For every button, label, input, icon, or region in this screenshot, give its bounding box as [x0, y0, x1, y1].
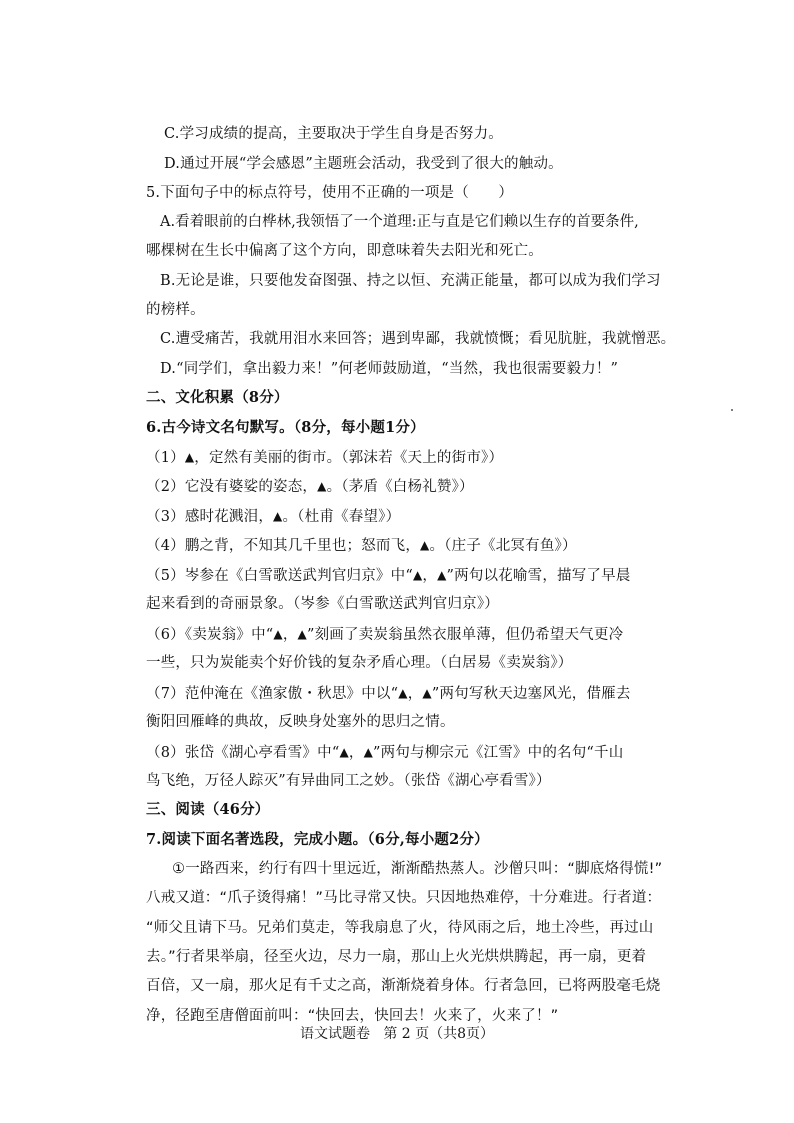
exam-title: 语文试题卷 [299, 1026, 370, 1042]
q6-item-3 [146, 506, 400, 527]
item-prefix: （4）鹏之背，不知其几千里也；怒而飞， [146, 538, 421, 554]
item-prefix: （5）岑参在《白雪歌送武判官归京》中“ [146, 568, 413, 584]
q4-option-d: D.通过开展“学会感恩”主题班会活动，我受到了很大的触动。 [164, 156, 563, 172]
blank-marker: ▲ [297, 627, 307, 641]
q6-item-6 [146, 624, 623, 645]
item-suffix: ”两句写秋天边塞风光，借雁去 [431, 686, 631, 702]
item-suffix: 。（茅盾《白杨礼赞》） [326, 479, 474, 495]
q5-option-d: D.“同学们，拿出毅力来！”何老师鼓励道，“当然，我也很需要毅力！” [160, 361, 619, 377]
item-mid: ， [282, 627, 298, 643]
section2-heading: 二、文化积累（8分） [146, 389, 289, 406]
item-suffix: ，定然有美丽的街市。（郭沫若《天上的街市》） [194, 450, 504, 466]
passage-line: 净，径跑至唐僧面前叫：“快回去，快回去！火来了，火来了！” [146, 1008, 559, 1024]
q6-item-1 [146, 447, 503, 468]
item-mid: ， [407, 686, 423, 702]
q6-item-7 [146, 683, 631, 704]
blank-marker: ▲ [398, 686, 408, 700]
q4-option-c: C.学习成绩的提高，主要取决于学生自身是否努力。 [164, 126, 503, 142]
q6-item-8 [146, 742, 623, 763]
blank-marker: ▲ [317, 479, 327, 493]
blank-marker: ▲ [437, 568, 447, 582]
q5-option-b-line1: B.无论是谁，只要他发奋图强、持之以恒、充满正能量，都可以成为我们学习 [160, 273, 661, 289]
blank-marker: ▲ [273, 627, 283, 641]
q5-stem: 5.下面句子中的标点符号，使用不正确的一项是（ ） [146, 185, 514, 201]
passage-line: 八戒又道：“爪子烫得痛！”马比寻常又快。只因地热难停，十分难进。行者道： [146, 890, 662, 906]
q6-item-7-line2: 衡阳回雁峰的典故，反映身处塞外的思归之情。 [146, 714, 455, 730]
item-prefix: （8）张岱《湖心亭看雪》中“ [146, 745, 340, 761]
scan-speck [731, 409, 733, 411]
item-suffix: ”两句与柳宗元《江雪》中的名句“千山 [373, 745, 624, 761]
q6-item-2 [146, 476, 474, 497]
page-number: 第 2 页（共8页） [383, 1026, 495, 1042]
q6-item-5 [146, 565, 631, 586]
blank-marker: ▲ [422, 686, 432, 700]
item-prefix: （2）它没有婆娑的姿态， [146, 479, 318, 495]
section3-heading: 三、阅读（46分） [146, 801, 270, 818]
blank-marker: ▲ [412, 568, 423, 582]
blank-marker: ▲ [363, 745, 374, 759]
blank-marker: ▲ [339, 745, 349, 759]
passage-line: “师父且请下马。兄弟们莫走，等我扇息了火，待风雨之后，地土冷些，再过山 [146, 920, 654, 936]
q6-stem: 6.古今诗文名句默写。（8分，每小题1分） [146, 419, 425, 436]
blank-marker: ▲ [420, 538, 430, 552]
item-suffix: 。（庄子《北冥有鱼》） [429, 538, 577, 554]
item-suffix: 。（杜甫《春望》） [282, 509, 401, 525]
passage-line: ①一路西来，约行有四十里远近，渐渐酷热蒸人。沙僧只叫：“脚底烙得慌!” [172, 861, 663, 877]
passage-line: 去。”行者果举扇，径至火边，尽力一扇，那山上火光烘烘腾起，再一扇，更着 [146, 949, 647, 965]
item-prefix: （1） [146, 450, 185, 466]
passage-line: 百倍，又一扇，那火足有千丈之高，渐渐烧着身体。行者急回，已将两股毫毛烧 [146, 978, 661, 994]
q5-option-a-line2: 哪棵树在生长中偏离了这个方向，即意味着失去阳光和死亡。 [146, 243, 543, 259]
q6-item-6-line2: 一些，只为炭能卖个好价钱的复杂矛盾心理。（白居易《卖炭翁》） [146, 655, 573, 671]
q5-option-b-line2: 的榜样。 [146, 302, 205, 318]
blank-marker: ▲ [184, 450, 195, 464]
q5-option-a-line1: A.看着眼前的白桦林,我领悟了一个道理:正与直是它们赖以生存的首要条件, [160, 214, 639, 230]
page-footer [0, 1024, 794, 1044]
q6-item-4 [146, 535, 577, 556]
q6-item-5-line2: 起来看到的奇丽景象。（岑参《白雪歌送武判官归京》） [146, 596, 499, 612]
item-prefix: （6）《卖炭翁》中“ [146, 627, 274, 643]
item-mid: ， [348, 745, 364, 761]
item-suffix: ”刻画了卖炭翁虽然衣服单薄，但仍希望天气更冷 [306, 627, 624, 643]
q7-stem: 7.阅读下面名著选段，完成小题。（6分,每小题2分） [146, 831, 489, 848]
item-prefix: （3）感时花溅泪， [146, 509, 274, 525]
q6-item-8-line2: 鸟飞绝，万径人踪灭”有异曲同工之妙。（张岱《湖心亭看雪》） [146, 773, 551, 789]
item-mid: ， [422, 568, 438, 584]
item-suffix: ”两句以花喻雪，描写了早晨 [446, 568, 631, 584]
q5-option-c: C.遭受痛苦，我就用泪水来回答；遇到卑鄙，我就愤慨；看见肮脏，我就憎恶。 [160, 331, 676, 347]
item-prefix: （7）范仲淹在《渔家傲・秋思》中以“ [146, 686, 399, 702]
blank-marker: ▲ [273, 509, 283, 523]
